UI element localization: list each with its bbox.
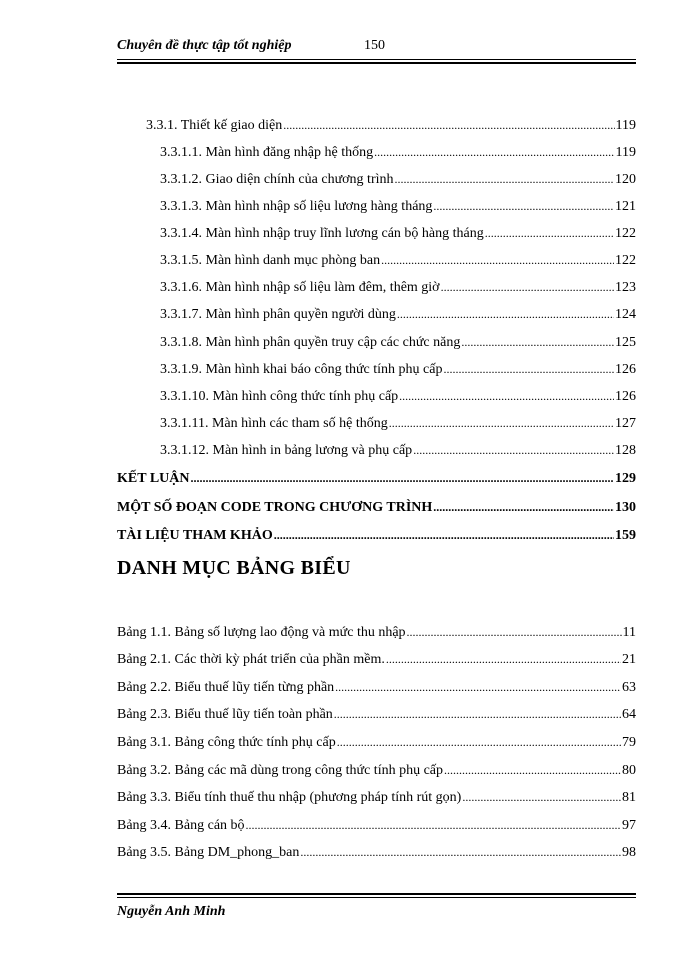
toc-entry[interactable] bbox=[160, 334, 636, 351]
toc-entry-code[interactable] bbox=[117, 499, 636, 516]
table-list-item[interactable] bbox=[117, 844, 636, 861]
toc-leader bbox=[274, 527, 614, 544]
table-item-page: 63 bbox=[622, 680, 636, 695]
toc-leader bbox=[413, 442, 614, 459]
table-item-page: 21 bbox=[622, 652, 636, 667]
table-item-label: Bảng 3.1. Bảng công thức tính phụ cấp bbox=[117, 735, 336, 750]
toc-leader bbox=[190, 470, 614, 487]
header-page-number: 150 bbox=[364, 38, 385, 53]
toc-entry-label: 3.3.1.11. Màn hình các tham số hệ thống bbox=[160, 416, 388, 431]
toc-leader bbox=[335, 679, 621, 696]
table-item-label: Bảng 2.2. Biểu thuế lũy tiến từng phần bbox=[117, 680, 335, 695]
toc-leader bbox=[337, 734, 621, 751]
toc-leader bbox=[381, 252, 614, 269]
toc-entry-label: MỘT SỐ ĐOẠN CODE TRONG CHƯƠNG TRÌNH bbox=[117, 500, 433, 515]
table-list-item[interactable] bbox=[117, 789, 636, 806]
toc-entry-label: 3.3.1.10. Màn hình công thức tính phụ cấp bbox=[160, 389, 399, 404]
toc-leader bbox=[300, 844, 621, 861]
table-item-page: 79 bbox=[622, 735, 636, 750]
toc-leader bbox=[389, 415, 614, 432]
toc-entry[interactable] bbox=[160, 306, 636, 323]
toc-entry-label: 3.3.1.9. Màn hình khai báo công thức tính phụ cấp bbox=[160, 362, 443, 377]
toc-entry[interactable] bbox=[160, 171, 636, 188]
toc-leader bbox=[433, 499, 614, 516]
toc-leader bbox=[397, 306, 614, 323]
toc-entry-page: 120 bbox=[615, 172, 636, 187]
header-rule-thick bbox=[117, 62, 636, 64]
toc-leader bbox=[461, 334, 614, 351]
toc-entry-label: 3.3.1.4. Màn hình nhập truy lĩnh lương cán bộ hàng tháng bbox=[160, 226, 484, 241]
toc-entry-page: 121 bbox=[615, 199, 636, 214]
toc-entry-page: 125 bbox=[615, 335, 636, 350]
table-item-label: Bảng 3.3. Biểu tính thuế thu nhập (phương pháp tính rút gọn) bbox=[117, 790, 462, 805]
toc-leader bbox=[444, 762, 621, 779]
table-item-label: Bảng 3.4. Bảng cán bộ bbox=[117, 818, 245, 833]
table-item-label: Bảng 3.5. Bảng DM_phong_ban bbox=[117, 845, 300, 860]
toc-entry-page: 119 bbox=[615, 145, 636, 160]
toc-entry-references[interactable] bbox=[117, 527, 636, 544]
footer-rule-thin bbox=[117, 897, 636, 898]
toc-leader bbox=[399, 388, 614, 405]
toc-entry[interactable] bbox=[160, 225, 636, 242]
toc-entry-page: 122 bbox=[615, 253, 636, 268]
toc-leader bbox=[374, 144, 614, 161]
toc-entry-page: 130 bbox=[615, 500, 636, 515]
table-item-label: Bảng 1.1. Bảng số lượng lao động và mức thu nhập bbox=[117, 625, 406, 640]
toc-entry-page: 128 bbox=[615, 443, 636, 458]
toc-entry-page: 119 bbox=[615, 118, 636, 133]
toc-entry-page: 122 bbox=[615, 226, 636, 241]
toc-entry-label: 3.3.1.7. Màn hình phân quyền người dùng bbox=[160, 307, 396, 322]
toc-leader bbox=[443, 361, 614, 378]
toc-entry-label: 3.3.1.8. Màn hình phân quyền truy cập các chức năng bbox=[160, 335, 461, 350]
toc-entry-label: 3.3.1.6. Màn hình nhập số liệu làm đêm, thêm giờ bbox=[160, 280, 440, 295]
toc-entry-label: 3.3.1.3. Màn hình nhập số liệu lương hàng tháng bbox=[160, 199, 433, 214]
toc-entry-page: 159 bbox=[615, 528, 636, 543]
toc-leader bbox=[407, 624, 622, 641]
table-item-page: 98 bbox=[622, 845, 636, 860]
toc-leader bbox=[386, 651, 621, 668]
table-list-item[interactable] bbox=[117, 762, 636, 779]
table-list-item[interactable] bbox=[117, 679, 636, 696]
toc-entry-label: 3.3.1.5. Màn hình danh mục phòng ban bbox=[160, 253, 381, 268]
toc-leader bbox=[334, 706, 621, 723]
footer-author: Nguyễn Anh Minh bbox=[117, 904, 226, 919]
table-list-item[interactable] bbox=[117, 734, 636, 751]
table-list-item[interactable] bbox=[117, 624, 636, 641]
header-title: Chuyên đề thực tập tốt nghiệp bbox=[117, 38, 292, 53]
table-item-label: Bảng 2.3. Biểu thuế lũy tiến toàn phần bbox=[117, 707, 333, 722]
toc-entry-label: TÀI LIỆU THAM KHẢO bbox=[117, 528, 273, 543]
toc-entry-label: 3.3.1.2. Giao diện chính của chương trình bbox=[160, 172, 394, 187]
table-item-page: 11 bbox=[622, 625, 636, 640]
toc-leader bbox=[441, 279, 614, 296]
toc-entry-label: 3.3.1. Thiết kế giao diện bbox=[146, 118, 283, 133]
table-item-page: 81 bbox=[622, 790, 636, 805]
table-item-page: 64 bbox=[622, 707, 636, 722]
tables-list-heading: DANH MỤC BẢNG BIỂU bbox=[117, 557, 351, 579]
toc-entry-label: 3.3.1.12. Màn hình in bảng lương và phụ cấp bbox=[160, 443, 413, 458]
toc-entry-page: 123 bbox=[615, 280, 636, 295]
toc-leader bbox=[485, 225, 614, 242]
table-item-label: Bảng 2.1. Các thời kỳ phát triển của phần mềm. bbox=[117, 652, 385, 667]
table-list-item[interactable] bbox=[117, 651, 636, 668]
toc-entry-label: KẾT LUẬN bbox=[117, 471, 190, 486]
toc-leader bbox=[246, 817, 621, 834]
toc-entry-ket-luan[interactable] bbox=[117, 470, 636, 487]
toc-entry[interactable] bbox=[160, 442, 636, 459]
toc-leader bbox=[395, 171, 615, 188]
toc-entry-page: 124 bbox=[615, 307, 636, 322]
table-list-item[interactable] bbox=[117, 817, 636, 834]
toc-entry-page: 126 bbox=[615, 362, 636, 377]
toc-entry-page: 129 bbox=[615, 471, 636, 486]
toc-leader bbox=[283, 117, 614, 134]
header-rule-thin bbox=[117, 59, 636, 60]
toc-entry[interactable] bbox=[160, 361, 636, 378]
toc-entry[interactable] bbox=[160, 415, 636, 432]
toc-entry[interactable] bbox=[146, 117, 636, 134]
table-item-label: Bảng 3.2. Bảng các mã dùng trong công thức tính phụ cấp bbox=[117, 763, 444, 778]
toc-entry[interactable] bbox=[160, 279, 636, 296]
footer-rule-thick bbox=[117, 893, 636, 895]
table-item-page: 80 bbox=[622, 763, 636, 778]
toc-leader bbox=[433, 198, 614, 215]
toc-entry-page: 126 bbox=[615, 389, 636, 404]
page-header bbox=[117, 38, 636, 58]
toc-entry[interactable] bbox=[160, 388, 636, 405]
table-list-item[interactable] bbox=[117, 706, 636, 723]
toc-entry[interactable] bbox=[160, 198, 636, 215]
toc-leader bbox=[462, 789, 621, 806]
toc-entry[interactable] bbox=[160, 252, 636, 269]
table-item-page: 97 bbox=[622, 818, 636, 833]
toc-entry-label: 3.3.1.1. Màn hình đăng nhập hệ thống bbox=[160, 145, 374, 160]
toc-entry[interactable] bbox=[160, 144, 636, 161]
toc-entry-page: 127 bbox=[615, 416, 636, 431]
